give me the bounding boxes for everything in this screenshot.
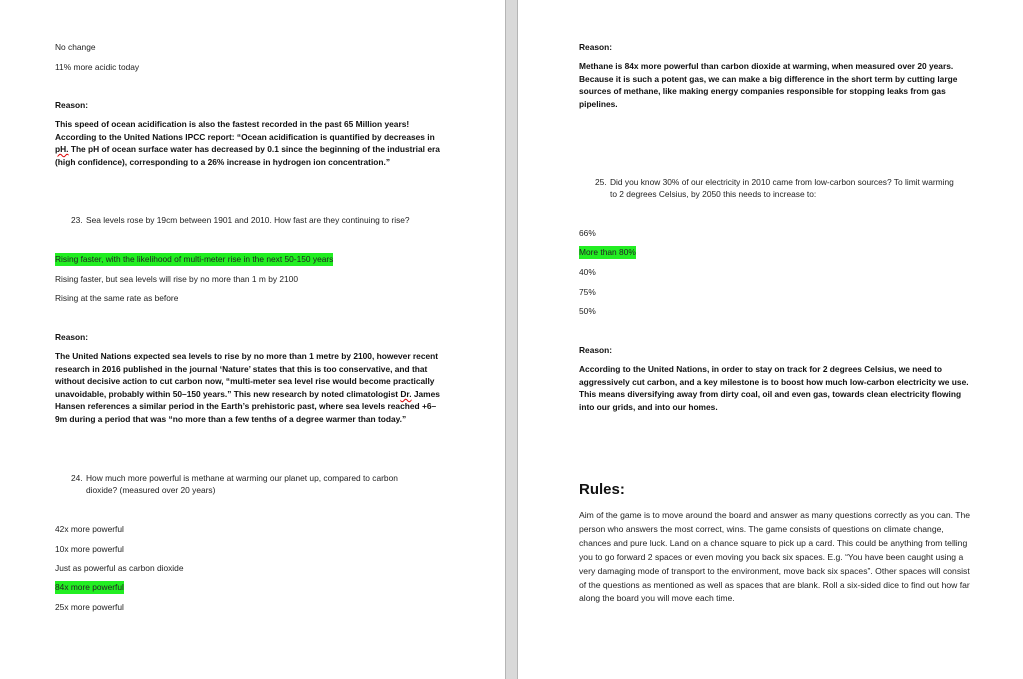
- reason-label: Reason:: [55, 100, 89, 110]
- answer-highlighted: More than 80%: [579, 247, 636, 257]
- answer-highlighted: Rising faster, with the likelihood of multi-meter rise in the next 50-150 years: [55, 254, 334, 264]
- question-24: [71, 472, 426, 497]
- answer-11-percent: 11% more acidic today: [55, 62, 140, 72]
- rules-heading: Rules:: [579, 481, 625, 498]
- question-number: 24.: [71, 473, 83, 483]
- answer-option: 25x more powerful: [55, 602, 124, 612]
- document-page-left: [0, 0, 505, 679]
- document-page-right: [518, 0, 1023, 679]
- answer-option: Rising at the same rate as before: [55, 293, 179, 303]
- reason-paragraph: Methane is 84x more powerful than carbon dioxide at warming, when measured over 20 years. Because it is such a potent gas, we can make a big difference in the short term by cutting large sources of methane, like making energy companies responsible for stopping leaks from gas pipelines.: [579, 61, 958, 109]
- question-23: [71, 214, 471, 226]
- question-text: Did you know 30% of our electricity in 2010 came from low-carbon sources? To limit warming to 2 degrees Celsius, by 2050 this needs to increase to:: [610, 177, 954, 200]
- spellcheck-word[interactable]: pH.: [55, 144, 69, 155]
- spellcheck-word[interactable]: Dr.: [400, 388, 412, 399]
- page-gutter: [505, 0, 518, 679]
- answer-option: Just as powerful as carbon dioxide: [55, 563, 184, 573]
- question-25: [595, 176, 960, 201]
- question-text: Sea levels rose by 19cm between 1901 and 2010. How fast are they continuing to rise?: [86, 215, 410, 225]
- answer-option: 42x more powerful: [55, 524, 124, 534]
- reason-label: Reason:: [55, 332, 89, 342]
- question-number: 25.: [595, 177, 607, 187]
- answer-option: 66%: [579, 228, 596, 238]
- answer-option: 75%: [579, 287, 596, 297]
- rules-paragraph: Aim of the game is to move around the board and answer as many questions correctly as you can. The person who answers the most correct, wins. The game consists of questions on climate change, chances and pure luck. Land on a chance square to pick up a card. This could be anything from telling you to go forward 2 spaces or even moving you back six spaces. E.g. “You have been caught using a very damaging mode of transport to the environment, move back six spaces”. Other spaces will consist of the questions as mentioned as well as spaces that are blank. Roll a six-sided dice to find out how far along the board you will move each time.: [579, 510, 971, 604]
- answer-highlighted: 84x more powerful: [55, 582, 124, 592]
- answer-option: 50%: [579, 306, 596, 316]
- answer-option: Rising faster, but sea levels will rise by no more than 1 m by 2100: [55, 274, 298, 284]
- reason-label: Reason:: [579, 345, 613, 355]
- question-text: How much more powerful is methane at warming our planet up, compared to carbon dioxide? (measured over 20 years): [86, 473, 398, 496]
- reason-paragraph: The United Nations expected sea levels to rise by no more than 1 metre by 2100, however recent research in 2016 published in the journal ‘Nature’ states that this is too conservative, and that without decisive action to cut carbon now, “multi-meter sea level rise would become practically unavoidable, probably within 50–150 years.” This new research by noted climatologist Dr. James Hansen references a similar period in the Earth’s prehistoric past, where sea levels reached +6–9m during a period that was “no more than a few tenths of a degree warmer than today.”: [55, 351, 440, 424]
- reason-label: Reason:: [579, 42, 613, 52]
- answer-option: 40%: [579, 267, 596, 277]
- question-number: 23.: [71, 215, 83, 225]
- reason-paragraph: This speed of ocean acidification is also the fastest recorded in the past 65 Million years! According to the United Nations IPCC report: “Ocean acidification is quantified by decreases in pH. The pH of ocean surface water has decreased by 0.1 since the beginning of the industrial era (high confidence), corresponding to a 26% increase in hydrogen ion concentration.”: [55, 119, 440, 167]
- reason-paragraph: According to the United Nations, in order to stay on track for 2 degrees Celsius, we need to aggressively cut carbon, and a key milestone is to boost how much low-carbon electricity we use. This means diversifying away from dirty coal, oil and even gas, towards clean electricity flowing into our grids, and into our homes.: [579, 364, 969, 412]
- answer-option: 10x more powerful: [55, 544, 124, 554]
- answer-no-change: No change: [55, 42, 96, 52]
